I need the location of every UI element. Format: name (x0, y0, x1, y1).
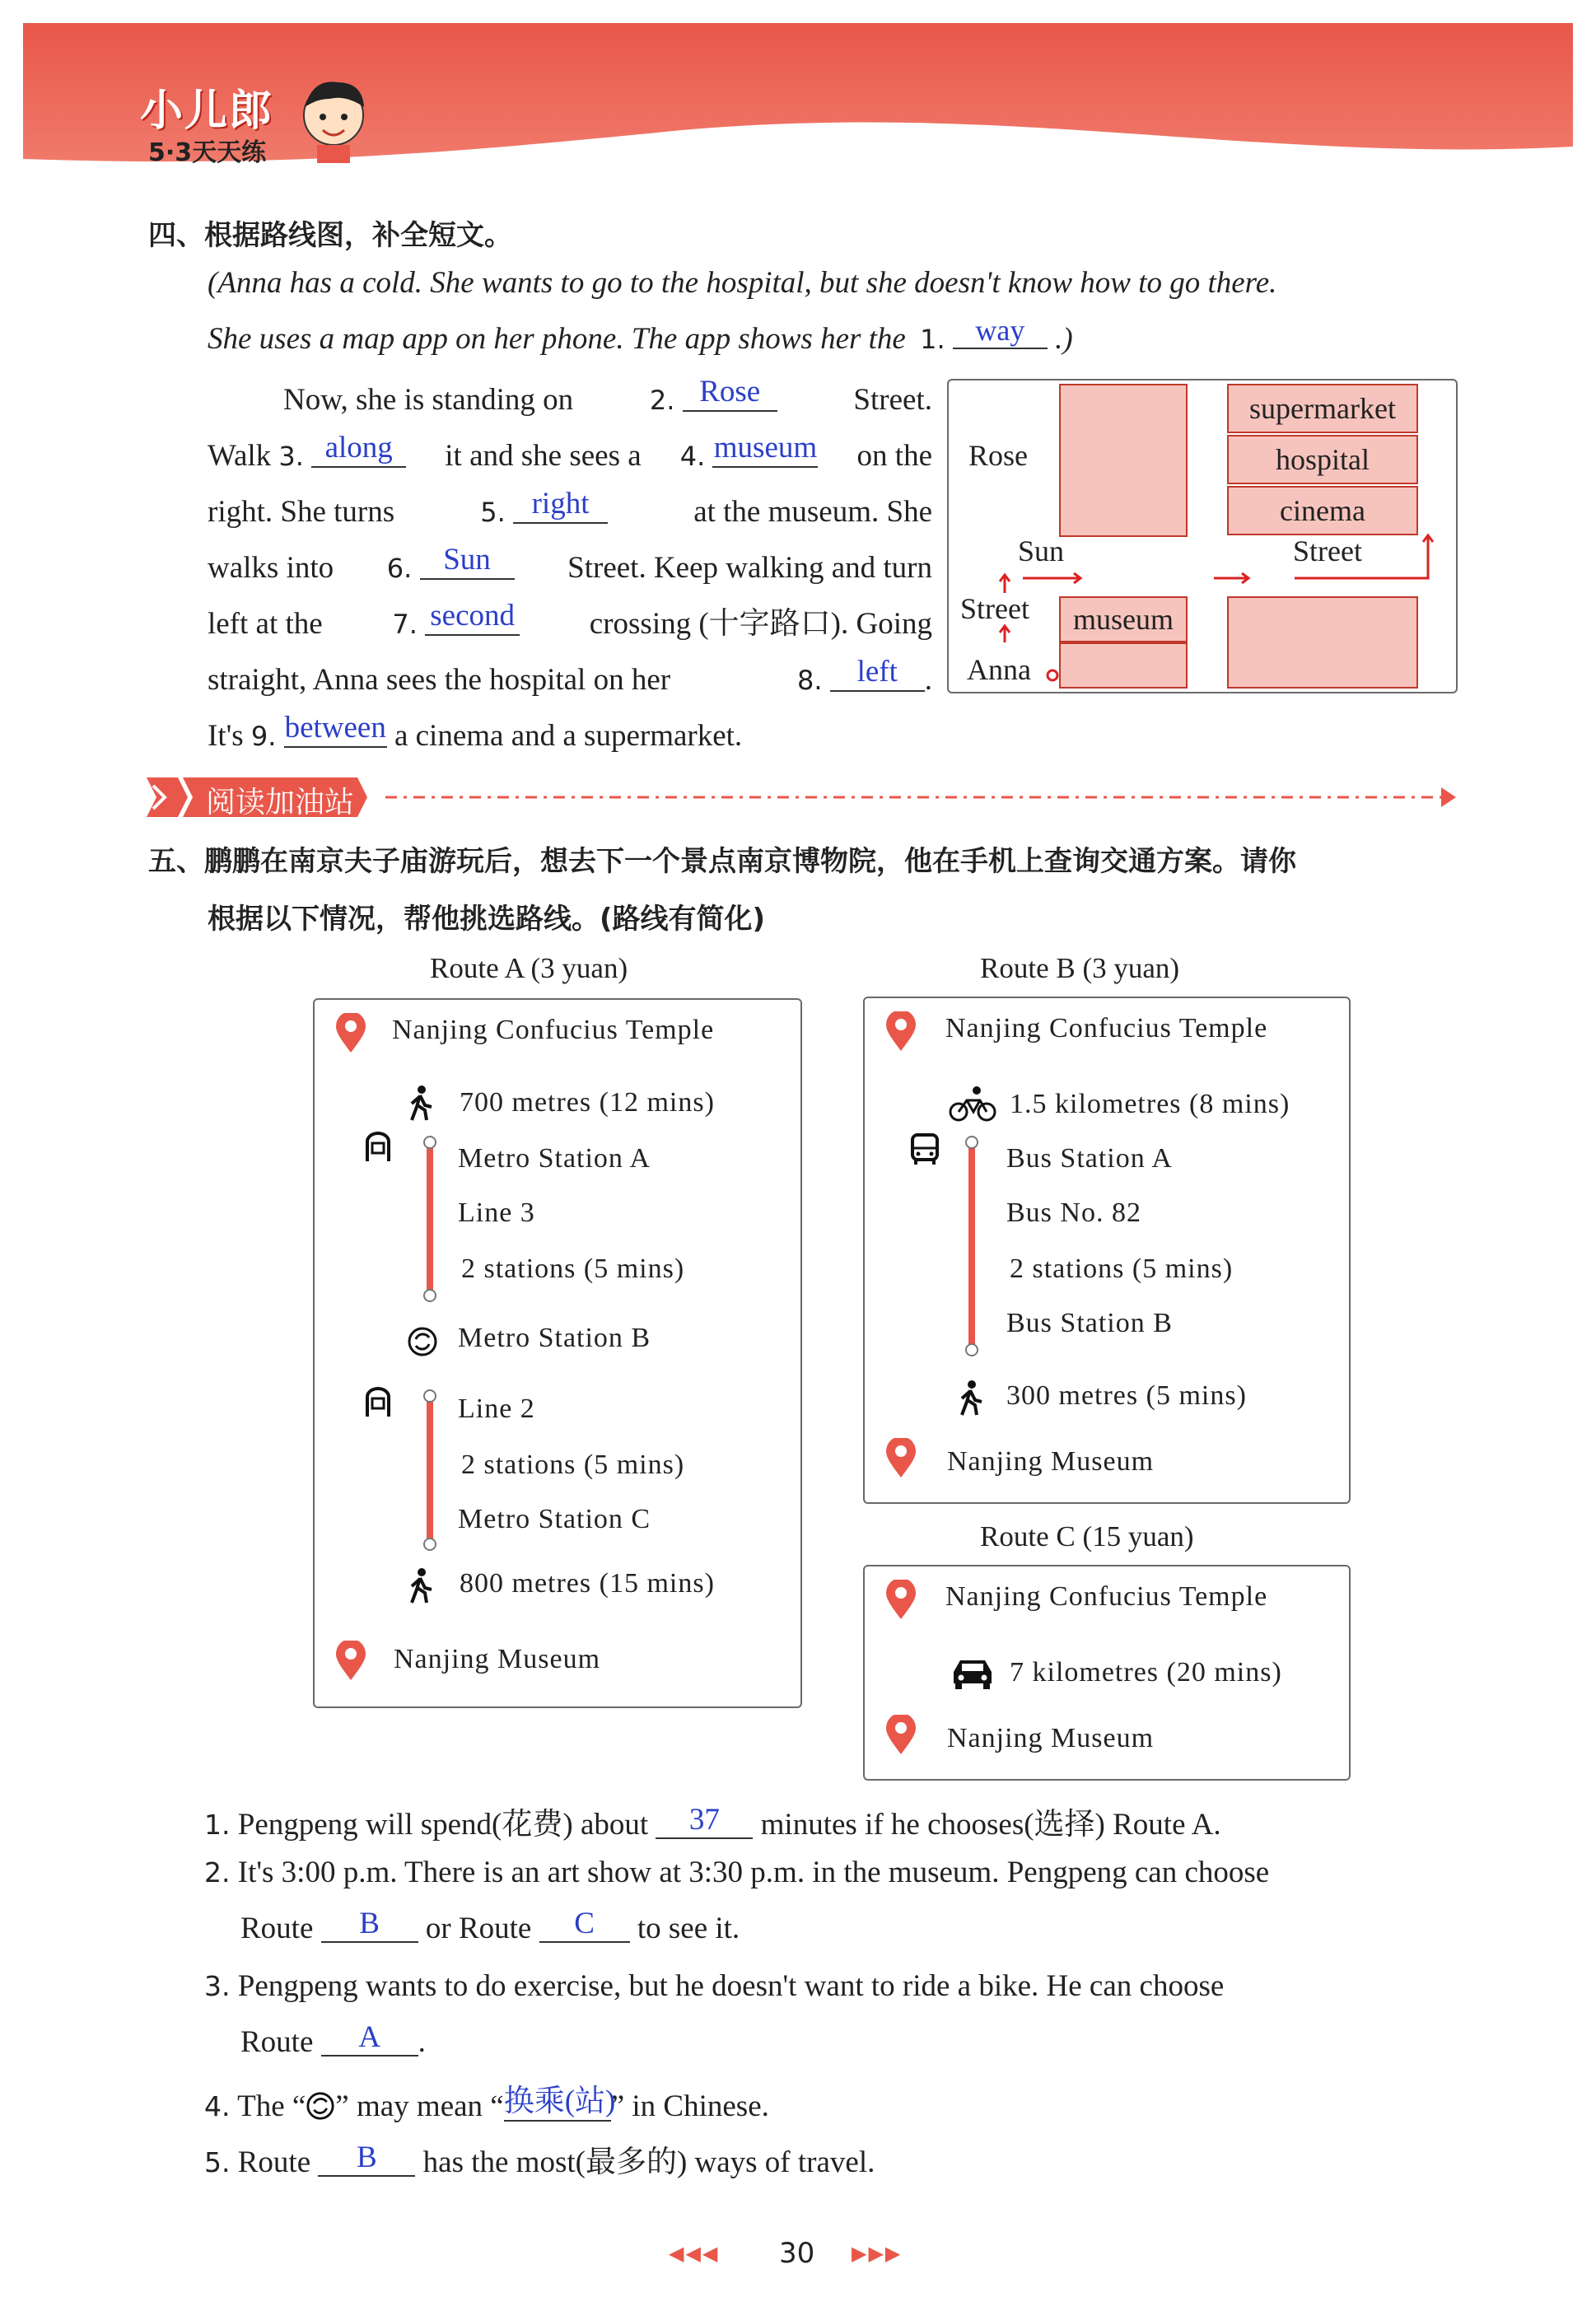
answer-3[interactable]: along (311, 430, 406, 468)
route-b-title: Route B (3 yuan) (980, 952, 1180, 984)
para-line-3 (208, 484, 932, 540)
page-number: 30 (779, 2237, 815, 2270)
q-text: Pengpeng wants to do exercise, but he doesn't want to ride a bike. He can choose (237, 1969, 1225, 2003)
map-hospital: hospital (1227, 435, 1418, 484)
para-text: walks into (208, 551, 334, 585)
route-a-walk2: 800 metres (15 mins) (460, 1568, 715, 1599)
para-line-7 (208, 708, 932, 764)
map-supermarket: supermarket (1227, 384, 1418, 433)
q-num: 5. (204, 2146, 231, 2178)
q-num: 3. (204, 1970, 231, 2002)
question-4 (204, 2080, 769, 2127)
section5-title-line1: 五、鹏鹏在南京夫子庙游玩后，想去下一个景点南京博物院，他在手机上查询交通方案。请你 (148, 845, 1296, 878)
answer-1[interactable]: way (953, 313, 1048, 349)
para-text: right. She turns (208, 495, 395, 529)
q-text: Route (240, 2025, 314, 2059)
q-text: has the most(最多的) ways of travel. (422, 2145, 875, 2179)
q-text: It's 3:00 p.m. There is an art show at 3:30 p.m. in the museum. Pengpeng can choose (237, 1856, 1270, 1889)
route-c-card (863, 1565, 1351, 1781)
route-b-start: Nanjing Confucius Temple (945, 1013, 1268, 1043)
walk-icon (957, 1380, 985, 1417)
blank-num-8: 8. (796, 665, 823, 696)
q3-answer[interactable]: A (321, 2019, 418, 2057)
route-b-bike: 1.5 kilometres (8 mins) (1010, 1089, 1290, 1119)
q5-answer[interactable]: B (318, 2140, 415, 2177)
route-map (947, 379, 1458, 693)
map-rose-label: Rose (968, 439, 1028, 472)
question-3 (204, 1968, 1224, 2004)
route-a-line3: Line 3 (458, 1198, 535, 1228)
reading-banner (147, 773, 1464, 822)
route-a-station-c: Metro Station C (458, 1504, 651, 1534)
q-num: 4. (204, 2090, 231, 2122)
q-text: Pengpeng will spend(花费) about (237, 1808, 649, 1842)
q-text: or Route (425, 1912, 532, 1945)
car-icon (949, 1655, 996, 1690)
para-text: at the museum. She (693, 495, 932, 529)
blank-num-3: 3. (278, 441, 304, 472)
route-c-end: Nanjing Museum (947, 1723, 1155, 1753)
route-a-stations2: 2 stations (5 mins) (461, 1450, 685, 1480)
intro2-close: .) (1055, 322, 1073, 356)
blank-num-6: 6. (386, 553, 413, 584)
para-text: Now, she is standing on (283, 383, 574, 417)
transfer-icon (306, 2091, 335, 2121)
answer-9[interactable]: between (284, 710, 387, 748)
answer-7[interactable]: second (425, 598, 520, 636)
mascot-icon (296, 74, 371, 165)
question-2-cont (240, 1907, 740, 1948)
route-b-card (863, 997, 1351, 1504)
location-pin-icon (884, 1438, 917, 1479)
bus-icon (909, 1133, 940, 1166)
question-1 (204, 1799, 1221, 1844)
route-a-start: Nanjing Confucius Temple (392, 1015, 715, 1045)
location-pin-icon (884, 1715, 917, 1756)
route-c-title: Route C (15 yuan) (980, 1520, 1194, 1552)
route-b-end: Nanjing Museum (947, 1446, 1155, 1477)
route-a-stations1: 2 stations (5 mins) (461, 1254, 685, 1284)
map-route-arrows (949, 380, 1456, 692)
location-pin-icon (334, 1641, 367, 1682)
bike-icon (949, 1085, 996, 1122)
footer-prev-arrows: ◀◀◀ (669, 2242, 720, 2265)
route-a-station-b: Metro Station B (458, 1323, 651, 1353)
route-c-start: Nanjing Confucius Temple (945, 1581, 1268, 1612)
route-a-card (313, 998, 802, 1708)
transfer-icon (407, 1326, 438, 1357)
answer-6[interactable]: Sun (420, 542, 515, 580)
blank-num-5: 5. (480, 497, 506, 528)
answer-5[interactable]: right (513, 486, 608, 524)
q-text: Route (240, 1912, 314, 1945)
para-text: Street. (853, 383, 932, 417)
route-a-walk1: 700 metres (12 mins) (460, 1087, 715, 1118)
para-text: Street. Keep walking and turn (567, 551, 932, 585)
metro-icon (364, 1132, 392, 1163)
metro-icon (364, 1387, 392, 1418)
map-museum: museum (1059, 596, 1188, 642)
blank-num-7: 7. (392, 609, 418, 640)
blank-num-1: 1. (920, 324, 945, 355)
route-b-bus-a: Bus Station A (1006, 1143, 1173, 1174)
q-num: 1. (204, 1809, 231, 1841)
route-c-car: 7 kilometres (20 mins) (1010, 1657, 1282, 1688)
reading-banner-label: 阅读加油站 (206, 786, 355, 819)
question-5 (204, 2136, 875, 2182)
map-anna-label: Anna (967, 653, 1031, 686)
metro-line-bar (420, 1135, 440, 1303)
footer-next-arrows: ▶▶▶ (852, 2242, 903, 2265)
para-line-4 (208, 540, 932, 596)
route-a-line2: Line 2 (458, 1394, 535, 1424)
map-cinema: cinema (1227, 486, 1418, 535)
answer-8[interactable]: left (830, 654, 925, 692)
map-sun-label: Sun (1018, 535, 1065, 567)
map-street-label-left: Street (960, 592, 1029, 625)
intro2-text: She uses a map app on her phone. The app shows her the (208, 322, 906, 356)
section5-title-line2: 根据以下情况，帮他挑选路线。(路线有简化) (208, 903, 766, 936)
logo-subtext: 5·3天天练 (148, 138, 267, 167)
location-pin-icon (884, 1011, 917, 1053)
blank-num-4: 4. (679, 441, 706, 472)
blank-num-2: 2. (649, 385, 675, 416)
para-line-5 (208, 596, 932, 652)
para-text: straight, Anna sees the hospital on her (208, 663, 671, 697)
question-2 (204, 1855, 1269, 1890)
location-pin-icon (334, 1013, 367, 1054)
logo-text: 小儿郎 (140, 86, 274, 136)
q-text: . (418, 2025, 426, 2059)
q-text: to see it. (637, 1912, 740, 1945)
metro-line-bar (420, 1389, 440, 1552)
q-text: ” may mean “ (335, 2089, 504, 2123)
q-num: 2. (204, 1856, 231, 1888)
location-pin-icon (884, 1580, 917, 1621)
para-text: a cinema and a supermarket. (394, 719, 743, 753)
route-b-stations: 2 stations (5 mins) (1010, 1254, 1234, 1284)
para-line-2 (208, 428, 932, 484)
route-a-station-a: Metro Station A (458, 1143, 651, 1174)
route-a-end: Nanjing Museum (394, 1644, 601, 1674)
para-text: crossing (十字路口). Going (589, 607, 932, 641)
question-3-cont (240, 2020, 426, 2061)
section4-paragraph (208, 372, 932, 764)
bus-line-bar (962, 1135, 982, 1357)
section4-intro-line2 (208, 314, 1073, 357)
q1-answer[interactable]: 37 (656, 1802, 753, 1839)
answer-4[interactable]: museum (712, 430, 818, 468)
route-b-bus-no: Bus No. 82 (1006, 1198, 1141, 1228)
walk-icon (407, 1085, 435, 1122)
q-text: Route (237, 2145, 311, 2179)
answer-2[interactable]: Rose (683, 374, 777, 412)
route-b-walk: 300 metres (5 mins) (1006, 1380, 1247, 1411)
walk-icon (407, 1568, 435, 1604)
para-line-6 (208, 652, 932, 708)
q-text: minutes if he chooses(选择) Route A. (760, 1808, 1221, 1842)
blank-num-9: 9. (250, 721, 277, 752)
para-text: it and she sees a (445, 439, 642, 473)
para-text: . (924, 663, 932, 697)
route-a-title: Route A (3 yuan) (430, 952, 628, 984)
q2-answer-1[interactable]: B (321, 1906, 418, 1943)
para-text: left at the (208, 607, 323, 641)
section4-intro-line1: (Anna has a cold. She wants to go to the hospital, but she doesn't know how to go there. (208, 266, 1277, 300)
para-text: on the (856, 439, 932, 473)
q2-answer-2[interactable]: C (539, 1906, 630, 1943)
q-text: The “ (237, 2089, 306, 2123)
para-text: It's (208, 719, 244, 753)
map-street-label-right: Street (1293, 535, 1362, 567)
q-text: ” in Chinese. (610, 2089, 769, 2123)
section4-title: 四、根据路线图，补全短文。 (148, 219, 512, 252)
q4-answer[interactable]: 换乘(站) (504, 2075, 611, 2122)
para-text: Walk (208, 439, 272, 473)
para-line-1 (208, 372, 932, 428)
route-b-bus-b: Bus Station B (1006, 1308, 1173, 1338)
